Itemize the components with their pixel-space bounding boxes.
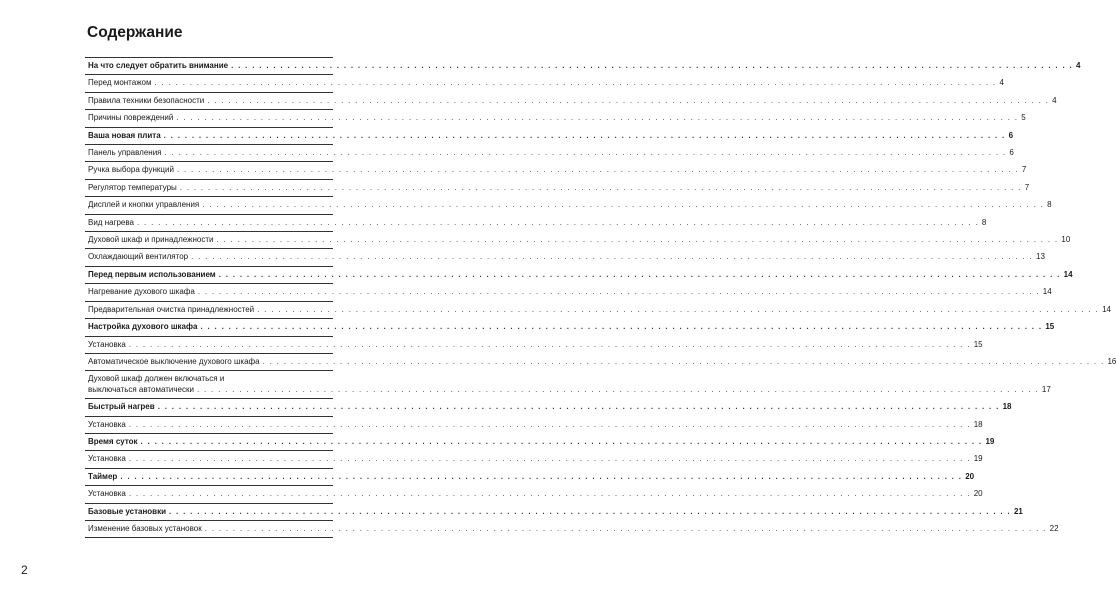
toc-entry-label: Охлаждающий вентилятор [88, 252, 189, 262]
dot-leader: . . . . . . . . . . . . . . . . . . . . . . . . . . . . . . . . . . . . . . . . . . . . . . . . . . . . . . . . . . . . . . . . . . . . . . . . . . . . . . . . . . . . . . . . . . . . . . . . . . . . . . . . . . . . . . . . . . . . . . . . [128, 339, 971, 349]
toc-entry-page: 21 [1013, 506, 1023, 516]
toc-entry-label-line: Духовой шкаф должен включаться и [88, 374, 225, 384]
toc-entry-label: Быстрый нагрев [88, 402, 155, 412]
toc-entry-page: 19 [973, 454, 983, 464]
toc-entry-label: Правила техники безопасности [88, 95, 205, 105]
dot-leader: . . . . . . . . . . . . . . . . . . . . . . . . . . . . . . . . . . . . . . . . . . . . . . . . . . . . . . . . . . . . . . . . . . . . . . . . . . . . . . . . . . . . . . . . . . . . . . . . . . . . . . . . . . . . . . . . . . . . . . . . [257, 304, 1100, 314]
toc-section-row [85, 503, 1023, 520]
toc-entry-page: 18 [973, 419, 983, 429]
dot-leader: . . . . . . . . . . . . . . . . . . . . . . . . . . . . . . . . . . . . . . . . . . . . . . . . . . . . . . . . . . . . . . . . . . . . . . . . . . . . . . . . . . . . . . . . . . . . . . . . . . . . . . . . . . . . . . . . . . . . . . . . [164, 148, 1007, 158]
dot-leader: . . . . . . . . . . . . . . . . . . . . . . . . . . . . . . . . . . . . . . . . . . . . . . . . . . . . . . . . . . . . . . . . . . . . . . . . . . . . . . . . . . . . . . . . . . . . . . . . . . . . . . . . . . . . . . . . . . . . . . . . [179, 182, 1022, 192]
toc-section-row [85, 127, 1014, 144]
toc-entry-label: Дисплей и кнопки управления [88, 200, 200, 210]
toc-entry-label: Установка [88, 489, 126, 499]
dot-leader: . . . . . . . . . . . . . . . . . . . . . . . . . . . . . . . . . . . . . . . . . . . . . . . . . . . . . . . . . . . . . . . . . . . . . . . . . . . . . . . . . . . . . . . . . . . . . . . . . . . . . . . . . . . . . . . . . . . . . . . . [216, 235, 1059, 245]
toc-entry-page: 5 [1021, 113, 1026, 123]
toc-entry-page: 7 [1024, 182, 1030, 192]
dot-leader: . . . . . . . . . . . . . . . . . . . . . . . . . . . . . . . . . . . . . . . . . . . . . . . . . . . . . . . . . . . . . . . . . . . . . . . . . . . . . . . . . . . . . . . . . . . . . . . . . . . . . . . . . . . . . . . . . . . . . . . . [191, 252, 1034, 262]
toc-entry-page: 14 [1102, 304, 1111, 314]
dot-leader: . . . . . . . . . . . . . . . . . . . . . . . . . . . . . . . . . . . . . . . . . . . . . . . . . . . . . . . . . . . . . . . . . . . . . . . . . . . . . . . . . . . . . . . . . . . . . . . . . . . . . . . . . . . . . . . . . . . . . . . . [128, 419, 971, 429]
toc-entry-page: 22 [1049, 523, 1059, 533]
toc-entry-page: 6 [1008, 130, 1014, 140]
toc-entry-page: 20 [973, 489, 983, 499]
toc-entry-row [85, 485, 983, 502]
toc-entry-page: 13 [1036, 252, 1045, 262]
dot-leader: . . . . . . . . . . . . . . . . . . . . . . . . . . . . . . . . . . . . . . . . . . . . . . . . . . . . . . . . . . . . . . . . . . . . . . . . . . . . . . . . . . . . . . . . . . . . . . . . . . . . . . . . . . . . . . . . . . . . . . . . [128, 454, 971, 464]
dot-leader: . . . . . . . . . . . . . . . . . . . . . . . . . . . . . . . . . . . . . . . . . . . . . . . . . . . . . . . . . . . . . . . . . . . . . . . . . . . . . . . . . . . . . . . . . . . . . . . . . . . . . . . . . . . . . . . . . . . . . . . . [202, 200, 1045, 210]
dot-leader: . . . . . . . . . . . . . . . . . . . . . . . . . . . . . . . . . . . . . . . . . . . . . . . . . . . . . . . . . . . . . . . . . . . . . . . . . . . . . . . . . . . . . . . . . . . . . . . . . . . . . . . . . . . . . . . . . . . . . . . . [207, 95, 1050, 105]
toc-entry-page: 14 [1063, 269, 1073, 279]
toc-entry-label: Вид нагрева [88, 217, 134, 227]
toc-entry-row [85, 144, 1014, 161]
toc-entry-row [85, 370, 1051, 398]
toc-entry-label: Духовой шкаф и принадлежности [88, 235, 214, 245]
toc-entry-row [85, 109, 1026, 126]
toc-entry-label: выключаться автоматически [88, 384, 194, 394]
toc-entry-label: Установка [88, 339, 126, 349]
dot-leader: . . . . . . . . . . . . . . . . . . . . . . . . . . . . . . . . . . . . . . . . . . . . . . . . . . . . . . . . . . . . . . . . . . . . . . . . . . . . . . . . . . . . . . . . . . . . . . . . . . . . . . . . . . . . . . . . . . . . . . . . [120, 471, 963, 481]
toc-entry-row [85, 520, 1059, 538]
toc-section-row [85, 57, 1081, 74]
toc-entry-page: 16 [1107, 356, 1116, 366]
dot-leader: . . . . . . . . . . . . . . . . . . . . . . . . . . . . . . . . . . . . . . . . . . . . . . . . . . . . . . . . . . . . . . . . . . . . . . . . . . . . . . . . . . . . . . . . . . . . . . . . . . . . . . . . . . . . . . . . . . . . . . . . [262, 356, 1105, 366]
toc-entry-label: Время суток [88, 436, 138, 446]
toc-entry-page: 19 [985, 436, 995, 446]
toc-entry-label: Предварительная очистка принадлежностей [88, 304, 255, 314]
dot-leader: . . . . . . . . . . . . . . . . . . . . . . . . . . . . . . . . . . . . . . . . . . . . . . . . . . . . . . . . . . . . . . . . . . . . . . . . . . . . . . . . . . . . . . . . . . . . . . . . . . . . . . . . . . . . . . . . . . . . . . . . [169, 506, 1011, 516]
toc-entry-label: Установка [88, 454, 126, 464]
toc-entry-row [85, 248, 1045, 265]
page-number: 2 [21, 563, 28, 577]
toc-entry-label: Перед первым использованием [88, 269, 216, 279]
toc-entry-label: Регулятор температуры [88, 182, 177, 192]
toc-entry-page: 17 [1041, 384, 1051, 394]
toc-entry-page: 4 [1052, 95, 1057, 105]
dot-leader: . . . . . . . . . . . . . . . . . . . . . . . . . . . . . . . . . . . . . . . . . . . . . . . . . . . . . . . . . . . . . . . . . . . . . . . . . . . . . . . . . . . . . . . . . . . . . . . . . . . . . . . . . . . . . . . . . . . . . . . . [157, 402, 1000, 412]
toc-entry-row [85, 179, 1030, 196]
toc-entry-page: 15 [1045, 322, 1055, 332]
page-title: Содержание [87, 24, 183, 41]
toc-entry-page: 14 [1042, 287, 1052, 297]
toc-entry-row [85, 74, 1004, 91]
toc-entry-page: 4 [1076, 61, 1081, 70]
toc-entry-page: 8 [1047, 200, 1052, 210]
dot-leader: . . . . . . . . . . . . . . . . . . . . . . . . . . . . . . . . . . . . . . . . . . . . . . . . . . . . . . . . . . . . . . . . . . . . . . . . . . . . . . . . . . . . . . . . . . . . . . . . . . . . . . . . . . . . . . . . . . . . . . . . [204, 523, 1047, 533]
toc-entry-page: 8 [981, 217, 987, 227]
toc-entry-label: Причины повреждений [88, 113, 174, 123]
dot-leader: . . . . . . . . . . . . . . . . . . . . . . . . . . . . . . . . . . . . . . . . . . . . . . . . . . . . . . . . . . . . . . . . . . . . . . . . . . . . . . . . . . . . . . . . . . . . . . . . . . . . . . . . . . . . . . . . . . . . . . . . [176, 113, 1019, 123]
toc-section-row [85, 266, 1073, 283]
toc-section-row [85, 318, 1055, 335]
dot-leader: . . . . . . . . . . . . . . . . . . . . . . . . . . . . . . . . . . . . . . . . . . . . . . . . . . . . . . . . . . . . . . . . . . . . . . . . . . . . . . . . . . . . . . . . . . . . . . . . . . . . . . . . . . . . . . . . . . . . . . . . [140, 436, 983, 446]
dot-leader: . . . . . . . . . . . . . . . . . . . . . . . . . . . . . . . . . . . . . . . . . . . . . . . . . . . . . . . . . . . . . . . . . . . . . . . . . . . . . . . . . . . . . . . . . . . . . . . . . . . . . . . . . . . . . . . . . . . . . . . . [197, 287, 1040, 297]
toc-entry-label: Нагревание духового шкафа [88, 287, 195, 297]
toc-entry-row [85, 231, 1071, 248]
toc-entry-row [85, 416, 983, 433]
toc-entry-page: 18 [1002, 402, 1012, 412]
toc-entry-label: Настройка духового шкафа [88, 322, 198, 332]
toc-entry-row [85, 353, 1116, 370]
dot-leader: . . . . . . . . . . . . . . . . . . . . . . . . . . . . . . . . . . . . . . . . . . . . . . . . . . . . . . . . . . . . . . . . . . . . . . . . . . . . . . . . . . . . . . . . . . . . . . . . . . . . . . . . . . . . . . . . . . . . . . . . [128, 489, 971, 499]
toc-entry-label: Таймер [88, 471, 118, 481]
toc-entry-label: Панель управления [88, 148, 162, 158]
toc-entry-label: Автоматическое выключение духового шкафа [88, 356, 260, 366]
dot-leader: . . . . . . . . . . . . . . . . . . . . . . . . . . . . . . . . . . . . . . . . . . . . . . . . . . . . . . . . . . . . . . . . . . . . . . . . . . . . . . . . . . . . . . . . . . . . . . . . . . . . . . . . . . . . . . . . . . . . . . . . [231, 61, 1074, 70]
toc-entry-row [85, 336, 983, 353]
toc-entry-row [85, 196, 1052, 213]
toc-entry-label: На что следует обратить внимание [88, 61, 229, 70]
toc-section-row [85, 398, 1012, 415]
dot-leader: . . . . . . . . . . . . . . . . . . . . . . . . . . . . . . . . . . . . . . . . . . . . . . . . . . . . . . . . . . . . . . . . . . . . . . . . . . . . . . . . . . . . . . . . . . . . . . . . . . . . . . . . . . . . . . . . . . . . . . . . [176, 165, 1019, 175]
table-of-contents [85, 57, 1116, 538]
toc-entry-page: 6 [1009, 148, 1014, 158]
toc-entry-label: Изменение базовых установок [88, 523, 202, 533]
toc-entry-label: Ручка выбора функций [88, 165, 174, 175]
toc-entry-page: 4 [999, 78, 1004, 88]
dot-leader: . . . . . . . . . . . . . . . . . . . . . . . . . . . . . . . . . . . . . . . . . . . . . . . . . . . . . . . . . . . . . . . . . . . . . . . . . . . . . . . . . . . . . . . . . . . . . . . . . . . . . . . . . . . . . . . . . . . . . . . . [200, 322, 1043, 332]
toc-entry-page: 20 [965, 471, 975, 481]
toc-entry-label: Установка [88, 419, 126, 429]
toc-section-row [85, 468, 975, 485]
toc-entry-label: Базовые установки [88, 506, 167, 516]
dot-leader: . . . . . . . . . . . . . . . . . . . . . . . . . . . . . . . . . . . . . . . . . . . . . . . . . . . . . . . . . . . . . . . . . . . . . . . . . . . . . . . . . . . . . . . . . . . . . . . . . . . . . . . . . . . . . . . . . . . . . . . . [218, 269, 1061, 279]
toc-entry-row [85, 92, 1057, 109]
toc-entry-row [85, 450, 983, 467]
toc-entry-row [85, 301, 1111, 318]
toc-entry-row [85, 161, 1027, 178]
dot-leader: . . . . . . . . . . . . . . . . . . . . . . . . . . . . . . . . . . . . . . . . . . . . . . . . . . . . . . . . . . . . . . . . . . . . . . . . . . . . . . . . . . . . . . . . . . . . . . . . . . . . . . . . . . . . . . . . . . . . . . . . [196, 384, 1039, 394]
toc-entry-row [85, 283, 1052, 300]
toc-entry-row [85, 214, 987, 231]
toc-entry-label: Перед монтажом [88, 78, 152, 88]
dot-leader: . . . . . . . . . . . . . . . . . . . . . . . . . . . . . . . . . . . . . . . . . . . . . . . . . . . . . . . . . . . . . . . . . . . . . . . . . . . . . . . . . . . . . . . . . . . . . . . . . . . . . . . . . . . . . . . . . . . . . . . . [137, 217, 979, 227]
toc-entry-page: 15 [973, 339, 983, 349]
dot-leader: . . . . . . . . . . . . . . . . . . . . . . . . . . . . . . . . . . . . . . . . . . . . . . . . . . . . . . . . . . . . . . . . . . . . . . . . . . . . . . . . . . . . . . . . . . . . . . . . . . . . . . . . . . . . . . . . . . . . . . . . [154, 78, 997, 88]
toc-entry-page: 10 [1061, 235, 1071, 245]
toc-entry-page: 7 [1021, 165, 1027, 175]
toc-section-row [85, 433, 995, 450]
dot-leader: . . . . . . . . . . . . . . . . . . . . . . . . . . . . . . . . . . . . . . . . . . . . . . . . . . . . . . . . . . . . . . . . . . . . . . . . . . . . . . . . . . . . . . . . . . . . . . . . . . . . . . . . . . . . . . . . . . . . . . . . [163, 130, 1006, 140]
toc-entry-label: Ваша новая плита [88, 130, 161, 140]
